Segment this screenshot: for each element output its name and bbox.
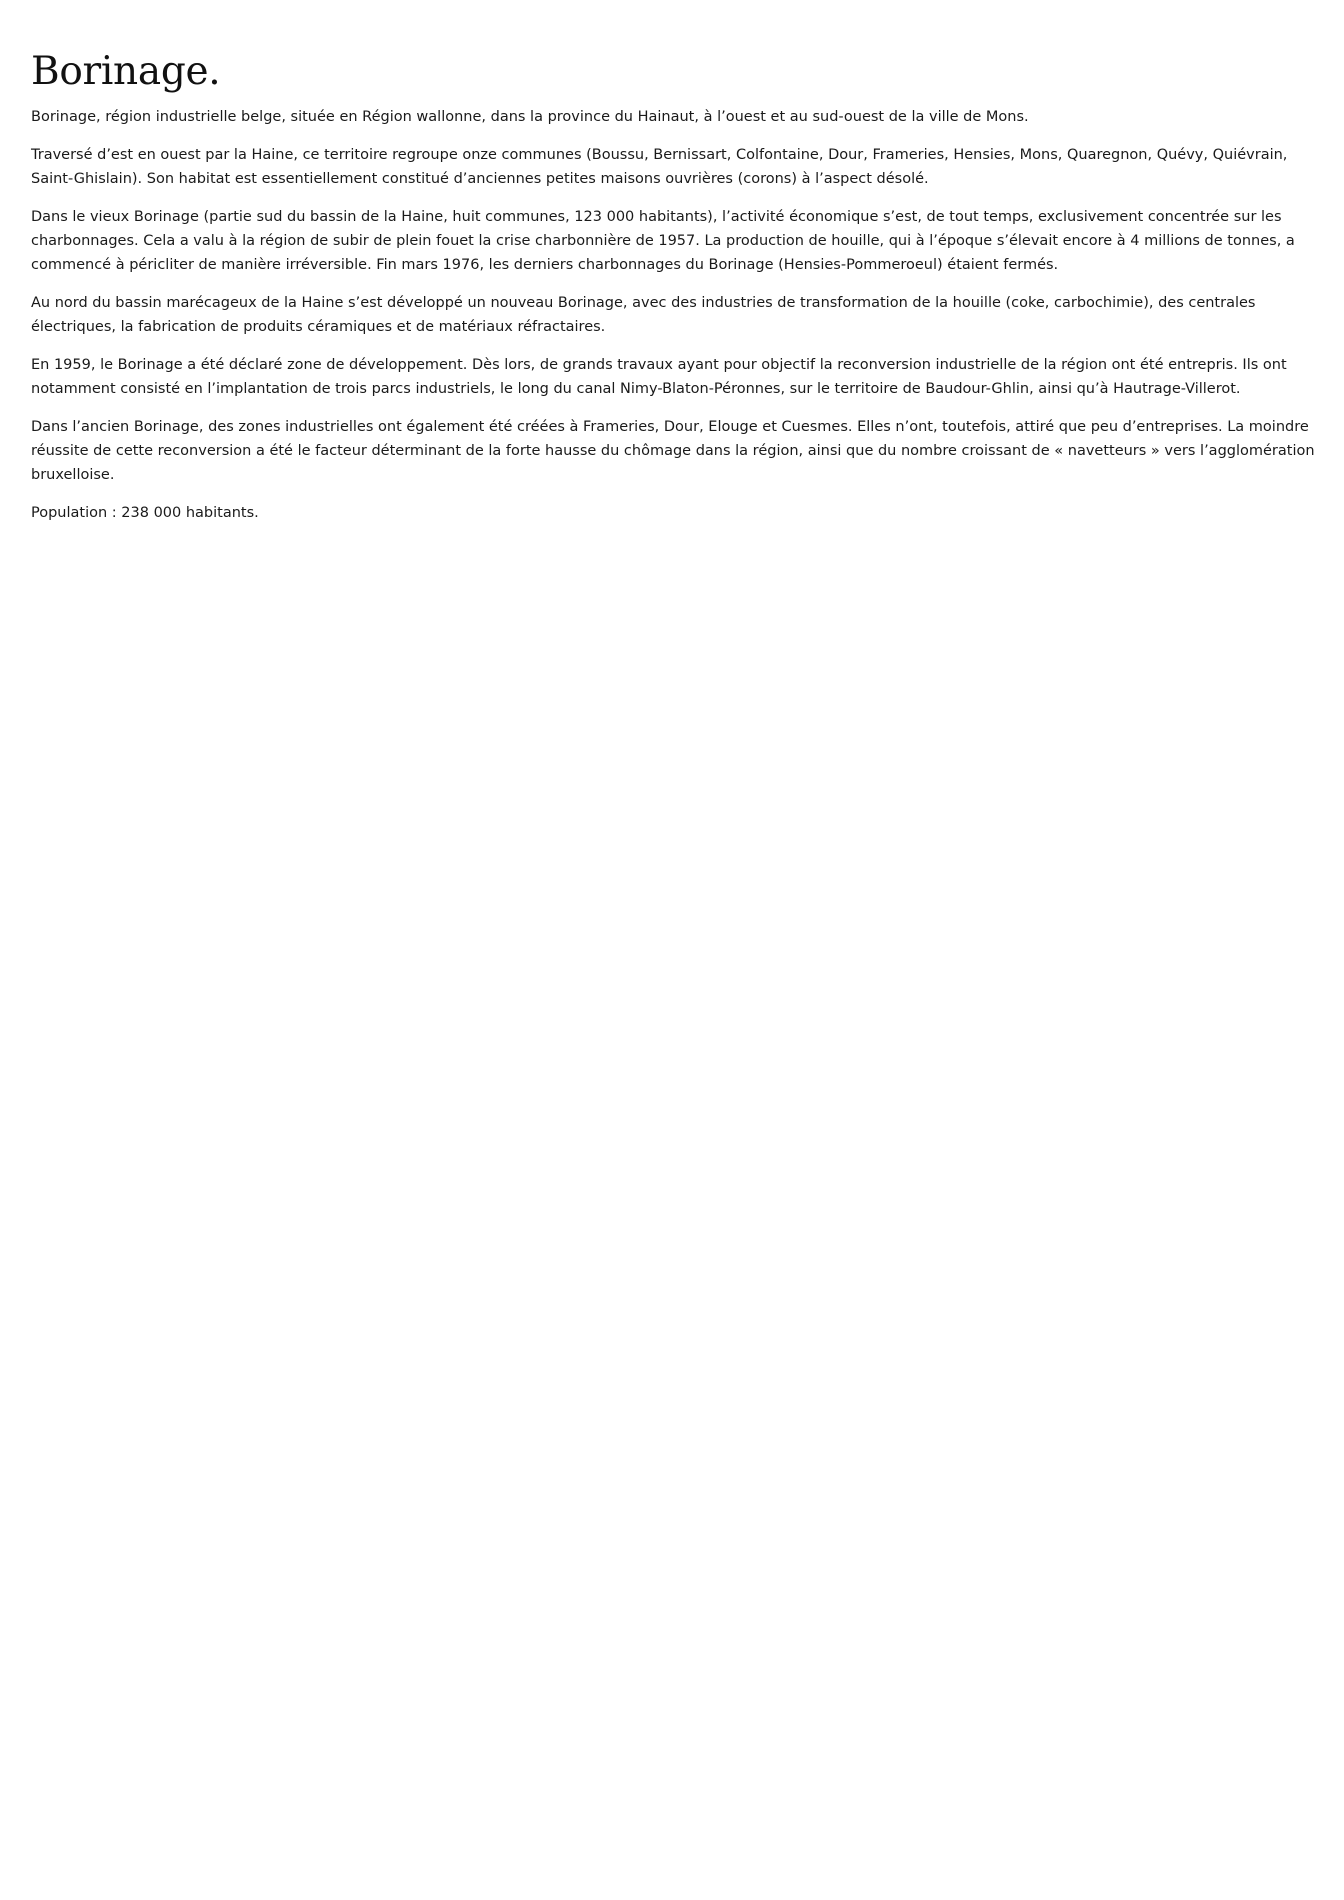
- article-title: Borinage.: [31, 49, 221, 94]
- article-paragraph: En 1959, le Borinage a été déclaré zone de développement. Dès lors, de grands travaux ayant pour objectif la reconversion industrielle de la région ont été entrepris. Ils ont notamment consisté en l’implantation de trois parcs industriels, le long du canal Nimy-Blaton-Péronnes, sur le territoire de Baudour-Ghlin, ainsi qu’à Hautrage-Villerot.: [31, 357, 1287, 397]
- article: [31, 0, 1321, 539]
- article-paragraph: Traversé d’est en ouest par la Haine, ce territoire regroupe onze communes (Boussu, Bernissart, Colfontaine, Dour, Frameries, Hensies, Mons, Quaregnon, Quévy, Quiévrain, Saint-Ghislain). Son habitat est essentiellement constitué d’anciennes petites maisons ouvrières (corons) à l’aspect désolé.: [31, 147, 1288, 187]
- article-paragraph: Borinage, région industrielle belge, située en Région wallonne, dans la province du Hainaut, à l’ouest et au sud-ouest de la ville de Mons.: [31, 109, 1029, 125]
- article-paragraph: Au nord du bassin marécageux de la Haine s’est développé un nouveau Borinage, avec des industries de transformation de la houille (coke, carbochimie), des centrales électriques, la fabrication de produits céramiques et de matériaux réfractaires.: [31, 295, 1256, 335]
- article-paragraph: Dans le vieux Borinage (partie sud du bassin de la Haine, huit communes, 123 000 habitants), l’activité économique s’est, de tout temps, exclusivement concentrée sur les charbonnages. Cela a valu à la région de subir de plein fouet la crise charbonnière de 1957. La production de houille, qui à l’époque s’élevait encore à 4 millions de tonnes, a commencé à péricliter de manière irréversible. Fin mars 1976, les derniers charbonnages du Borinage (Hensies-Pommeroeul) étaient fermés.: [31, 209, 1295, 273]
- population-line: Population : 238 000 habitants.: [31, 505, 259, 521]
- article-paragraph: Dans l’ancien Borinage, des zones industrielles ont également été créées à Frameries, Dour, Elouge et Cuesmes. Elles n’ont, toutefois, attiré que peu d’entreprises. La moindre réussite de cette reconversion a été le facteur déterminant de la forte hausse du chômage dans la région, ainsi que du nombre croissant de « navetteurs » vers l’agglomération bruxelloise.: [31, 419, 1315, 483]
